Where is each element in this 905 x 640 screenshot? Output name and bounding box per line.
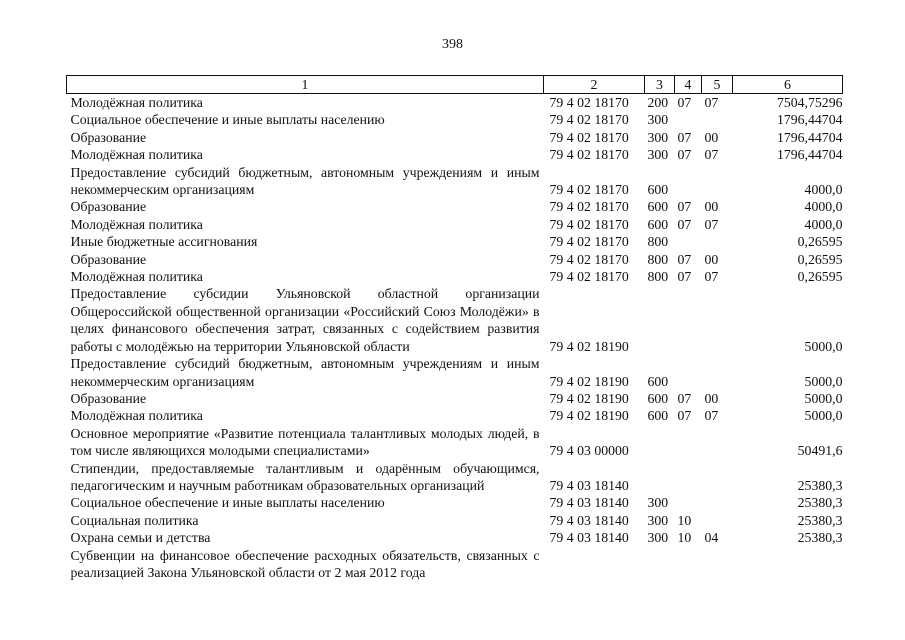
row-name: Иные бюджетные ассигнования [70, 234, 258, 250]
row-code: 79 4 02 18170 [549, 216, 629, 232]
row-col-5 [702, 425, 733, 460]
row-col-4: 07 [677, 147, 692, 163]
row-col-5 [702, 512, 733, 529]
row-name: Основное мероприятие «Развитие потенциала талантливых молодых людей, в том числе являющихся молодыми специалистами» [70, 425, 540, 459]
row-col-5 [702, 285, 733, 355]
row-col-5: 07 [704, 408, 719, 424]
row-amount: 1796,44704 [776, 129, 843, 145]
row-code: 79 4 02 18170 [549, 129, 629, 145]
table-row [67, 285, 843, 355]
row-name: Стипендии, предоставляемые талантливым и одарённым обучающимся, педагогическим и научным работникам образовательных организаций [70, 460, 540, 493]
row-name: Предоставление субсидий бюджетным, автономным учреждениям и иным некоммерческим организациям [70, 356, 540, 389]
table-header-row [67, 76, 843, 94]
row-code: 79 4 02 18170 [549, 251, 629, 267]
row-code: 79 4 02 18190 [549, 390, 629, 406]
row-code: 79 4 02 18190 [549, 338, 629, 354]
row-col-4: 07 [677, 390, 692, 406]
row-name: Социальное обеспечение и иные выплаты населению [70, 495, 385, 511]
row-col-5 [702, 233, 733, 250]
header-col-4: 4 [675, 76, 702, 94]
row-amount: 4000,0 [804, 216, 843, 232]
row-name: Молодёжная политика [70, 95, 203, 110]
row-amount: 5000,0 [804, 408, 843, 424]
table-row [67, 129, 843, 146]
row-amount: 7504,75296 [776, 95, 843, 110]
row-col-3: 600 [647, 216, 669, 232]
row-col-4 [675, 233, 702, 250]
row-code: 79 4 02 18170 [549, 234, 629, 250]
row-code: 79 4 02 18170 [549, 269, 629, 285]
row-col-4 [675, 164, 702, 199]
row-col-3 [645, 547, 675, 582]
row-name: Предоставление субсидий бюджетным, автономным учреждениям и иным некоммерческим организациям [70, 164, 540, 198]
table-row [67, 547, 843, 582]
row-code: 79 4 03 18140 [549, 477, 629, 493]
row-col-3: 800 [647, 234, 669, 250]
row-col-5: 04 [704, 530, 719, 546]
row-amount [733, 547, 843, 582]
budget-table [66, 75, 843, 581]
row-col-3: 300 [647, 512, 669, 528]
row-amount: 25380,3 [797, 495, 843, 511]
row-name: Образование [70, 199, 147, 215]
table-row [67, 355, 843, 390]
row-code: 79 4 03 00000 [549, 443, 629, 459]
row-code: 79 4 02 18170 [549, 147, 629, 163]
row-col-3: 300 [647, 495, 669, 511]
header-col-5: 5 [702, 76, 733, 94]
row-code [544, 547, 645, 582]
row-col-5 [702, 494, 733, 511]
row-col-4 [675, 355, 702, 390]
row-amount: 5000,0 [804, 390, 843, 406]
row-col-5 [702, 460, 733, 495]
row-name: Субвенции на финансовое обеспечение расходных обязательств, связанных с реализацией Закона Ульяновской области от 2 мая 2012 года [70, 547, 540, 580]
row-col-3: 600 [647, 373, 669, 389]
table-row [67, 494, 843, 511]
row-col-5: 07 [704, 269, 719, 285]
row-name: Образование [70, 390, 147, 406]
row-col-4 [675, 285, 702, 355]
table-row [67, 407, 843, 424]
row-col-3: 600 [647, 408, 669, 424]
row-col-5 [702, 547, 733, 582]
row-amount: 4000,0 [804, 199, 843, 215]
row-code: 79 4 02 18190 [549, 373, 629, 389]
row-code: 79 4 02 18170 [549, 199, 629, 215]
row-col-4: 07 [677, 269, 692, 285]
row-name: Образование [70, 251, 147, 267]
row-col-4 [675, 547, 702, 582]
table-row [67, 460, 843, 495]
table-row [67, 164, 843, 199]
row-code: 79 4 02 18170 [549, 112, 629, 128]
row-col-4: 07 [677, 216, 692, 232]
row-col-3 [645, 425, 675, 460]
row-col-4: 07 [677, 251, 692, 267]
row-amount: 5000,0 [804, 373, 843, 389]
row-col-5: 00 [704, 390, 719, 406]
table-row [67, 268, 843, 285]
row-col-3: 800 [647, 269, 669, 285]
row-col-3: 800 [647, 251, 669, 267]
table-row [67, 529, 843, 546]
row-col-5: 07 [704, 147, 719, 163]
row-col-5 [702, 111, 733, 128]
header-col-6: 6 [733, 76, 843, 94]
row-code: 79 4 02 18190 [549, 408, 629, 424]
row-name: Охрана семьи и детства [70, 530, 211, 546]
row-col-5: 00 [704, 199, 719, 215]
table-row [67, 512, 843, 529]
table-row [67, 111, 843, 128]
table-row [67, 390, 843, 407]
table-row [67, 425, 843, 460]
row-col-5 [702, 164, 733, 199]
row-code: 79 4 03 18140 [549, 495, 629, 511]
row-name: Молодёжная политика [70, 408, 203, 424]
row-code: 79 4 02 18170 [549, 182, 629, 198]
row-amount: 25380,3 [797, 530, 843, 546]
row-col-3: 200 [647, 95, 669, 110]
row-col-4 [675, 111, 702, 128]
page-number: 398 [442, 37, 463, 52]
row-col-4: 07 [677, 408, 692, 424]
row-amount: 5000,0 [804, 338, 843, 354]
row-amount: 1796,44704 [776, 147, 843, 163]
row-col-3: 600 [647, 199, 669, 215]
row-col-3: 300 [647, 530, 669, 546]
row-amount: 4000,0 [804, 182, 843, 198]
row-col-4 [675, 460, 702, 495]
row-amount: 0,26595 [797, 251, 843, 267]
row-name: Образование [70, 129, 147, 145]
row-amount: 0,26595 [797, 269, 843, 285]
table-row [67, 198, 843, 215]
table-row [67, 146, 843, 163]
table-row [67, 233, 843, 250]
row-amount: 50491,6 [797, 443, 843, 459]
row-col-4: 07 [677, 199, 692, 215]
row-col-5 [702, 355, 733, 390]
row-col-4: 10 [677, 512, 692, 528]
row-col-5: 00 [704, 129, 719, 145]
row-col-4: 07 [677, 129, 692, 145]
row-code: 79 4 03 18140 [549, 530, 629, 546]
row-col-3 [645, 460, 675, 495]
row-col-5: 00 [704, 251, 719, 267]
row-col-5: 07 [704, 95, 719, 110]
row-name: Молодёжная политика [70, 147, 203, 163]
row-col-3: 300 [647, 129, 669, 145]
table-row [67, 216, 843, 233]
row-col-3: 300 [647, 147, 669, 163]
row-name: Молодёжная политика [70, 216, 203, 232]
row-name: Предоставление субсидии Ульяновской областной организации Общероссийской общественной организации «Российский Союз Молодёжи» в целях финансового обеспечения затрат, связанных с содействием развития работы с молодёжью на территории Ульяновской области [70, 286, 540, 354]
header-col-2: 2 [544, 76, 645, 94]
row-amount: 25380,3 [797, 477, 843, 493]
header-col-3: 3 [645, 76, 675, 94]
row-code: 79 4 03 18140 [549, 512, 629, 528]
row-name: Социальная политика [70, 512, 199, 528]
table-body [67, 94, 843, 582]
row-name: Молодёжная политика [70, 269, 203, 285]
row-col-4 [675, 425, 702, 460]
table-row [67, 251, 843, 268]
row-name: Социальное обеспечение и иные выплаты населению [70, 112, 385, 128]
row-amount: 25380,3 [797, 512, 843, 528]
header-col-1: 1 [67, 76, 544, 94]
row-col-3 [645, 285, 675, 355]
row-col-5: 07 [704, 216, 719, 232]
row-amount: 1796,44704 [776, 112, 843, 128]
row-col-3: 600 [647, 182, 669, 198]
row-col-4: 07 [677, 95, 692, 110]
row-amount: 0,26595 [797, 234, 843, 250]
row-col-3: 600 [647, 390, 669, 406]
row-col-4: 10 [677, 530, 692, 546]
row-col-3: 300 [647, 112, 669, 128]
row-code: 79 4 02 18170 [549, 95, 629, 110]
row-col-4 [675, 494, 702, 511]
table-row [67, 94, 843, 112]
